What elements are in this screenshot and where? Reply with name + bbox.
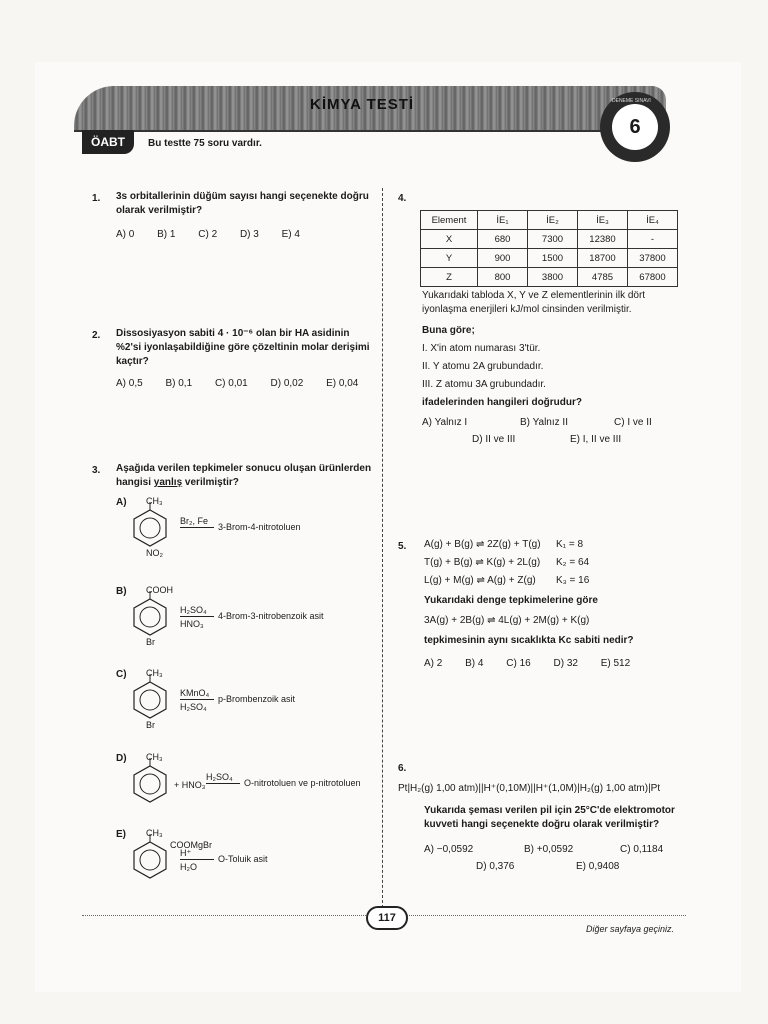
table-header-cell: İE₂ bbox=[528, 211, 578, 230]
reagent-top: KMnO₄ bbox=[180, 688, 210, 698]
section-tag: ÖABT bbox=[82, 130, 134, 154]
substituent-top: CH₃ bbox=[146, 752, 163, 762]
equilibrium-constant: K₂ = 64 bbox=[556, 557, 590, 568]
statement-1: I. X'in atom numarası 3'tür. bbox=[422, 343, 541, 354]
option-label[interactable]: C) bbox=[116, 669, 127, 680]
option[interactable]: A) 0 bbox=[116, 229, 135, 240]
option[interactable]: A) Yalnız I bbox=[422, 417, 468, 428]
benzene-ring-icon bbox=[132, 508, 168, 548]
table-header-cell: Element bbox=[421, 211, 478, 230]
target-reaction: 3A(g) + 2B(g) ⇌ 4L(g) + 2M(g) + K(g) bbox=[424, 615, 590, 626]
question-number: 4. bbox=[398, 193, 407, 204]
substituent-bottom: Br bbox=[146, 637, 155, 647]
question-number: 5. bbox=[398, 541, 407, 552]
option[interactable]: A) 0,5 bbox=[116, 378, 143, 389]
substituent-top: CH₃ bbox=[146, 496, 163, 506]
benzene-ring-icon bbox=[132, 680, 168, 720]
question-number: 6. bbox=[398, 763, 407, 774]
header-rule bbox=[74, 130, 634, 132]
option[interactable]: A) 2 bbox=[424, 658, 443, 669]
option[interactable]: E) 512 bbox=[600, 658, 631, 669]
table-cell: 4785 bbox=[578, 268, 628, 287]
substituent-top: COOH bbox=[146, 585, 173, 595]
option[interactable]: E) I, II ve III bbox=[570, 434, 622, 445]
table-cell: 7300 bbox=[528, 230, 578, 249]
question-1-text: 3s orbitallerinin düğüm sayısı hangi seçenekte doğru olarak verilmiştir? bbox=[116, 191, 369, 216]
question-2-text: Dissosiyasyon sabiti 4 · 10⁻⁶ olan bir HA asidinin %2'si iyonlaşabildiğine göre çözeltinin molar derişimi kaçtır? bbox=[116, 328, 370, 367]
reagent-plus: + HNO₃ bbox=[174, 780, 206, 790]
table-cell: 900 bbox=[478, 249, 528, 268]
reaction-arrow-icon bbox=[180, 699, 214, 700]
option[interactable]: E) 0,04 bbox=[326, 378, 359, 389]
question-number: 1. bbox=[92, 193, 101, 204]
question-2-options bbox=[116, 377, 378, 391]
question-6-text: Yukarıda şeması verilen pil için 25°C'de elektromotor kuvveti hangi seçenekte doğru olarak verilmiştir? bbox=[424, 805, 675, 830]
table-cell: Z bbox=[421, 268, 478, 287]
question-4-lead: Buna göre; bbox=[422, 325, 475, 336]
table-cell: - bbox=[628, 230, 678, 249]
question-3-text: Aşağıda verilen tepkimeler sonucu oluşan ürünlerden hangisi yanlış verilmiştir? bbox=[116, 463, 372, 488]
reagent-bottom: HNO₃ bbox=[180, 619, 204, 629]
intro-text: Bu testte 75 soru vardır. bbox=[148, 138, 262, 149]
option[interactable]: D) 0,02 bbox=[270, 378, 304, 389]
test-number: 6 bbox=[612, 104, 658, 150]
option-label[interactable]: A) bbox=[116, 497, 127, 508]
reaction-product: O-nitrotoluen ve p-nitrotoluen bbox=[244, 778, 361, 788]
reaction-arrow-icon bbox=[180, 527, 214, 528]
table-header-cell: İE₄ bbox=[628, 211, 678, 230]
reaction-arrow-icon bbox=[206, 783, 240, 784]
option[interactable]: D) 32 bbox=[553, 658, 578, 669]
reaction-3: L(g) + M(g) ⇌ A(g) + Z(g) bbox=[424, 575, 536, 586]
option[interactable]: D) II ve III bbox=[472, 434, 516, 445]
benzene-ring-icon bbox=[132, 840, 168, 880]
reaction-product: O-Toluik asit bbox=[218, 854, 268, 864]
equilibrium-constant: K₁ = 8 bbox=[556, 539, 584, 550]
question-5-options bbox=[424, 657, 650, 671]
reaction-product: 3-Brom-4-nitrotoluen bbox=[218, 522, 301, 532]
column-divider bbox=[382, 188, 383, 918]
option-label[interactable]: D) bbox=[116, 753, 127, 764]
table-row bbox=[421, 249, 678, 268]
substituent-top: CH₃ bbox=[146, 828, 163, 838]
question-5-lead: Yukarıdaki denge tepkimelerine göre bbox=[424, 595, 598, 606]
option[interactable]: D) 3 bbox=[239, 229, 259, 240]
reaction-arrow-icon bbox=[180, 616, 214, 617]
option[interactable]: B) 4 bbox=[465, 658, 484, 669]
reagent-top: H₂SO₄ bbox=[206, 772, 233, 782]
option[interactable]: A) −0,0592 bbox=[424, 844, 474, 855]
reagent-top: H₂SO₄ bbox=[180, 605, 207, 615]
table-cell: 37800 bbox=[628, 249, 678, 268]
reagent-top: H⁺ bbox=[180, 848, 192, 858]
table-header-cell: İE₁ bbox=[478, 211, 528, 230]
table-cell: 18700 bbox=[578, 249, 628, 268]
reagent-bottom: H₂O bbox=[180, 862, 197, 872]
table-cell: 680 bbox=[478, 230, 528, 249]
ionization-energy-table bbox=[420, 210, 678, 287]
option[interactable]: B) 1 bbox=[157, 229, 176, 240]
reaction-2: T(g) + B(g) ⇌ K(g) + 2L(g) bbox=[424, 557, 541, 568]
table-cell: 3800 bbox=[528, 268, 578, 287]
benzene-ring-icon bbox=[132, 764, 168, 804]
substituent-bottom: NO₂ bbox=[146, 548, 163, 558]
statement-3: III. Z atomu 3A grubundadır. bbox=[422, 379, 546, 390]
statement-2: II. Y atomu 2A grubundadır. bbox=[422, 361, 544, 372]
table-cell: X bbox=[421, 230, 478, 249]
option[interactable]: E) 0,9408 bbox=[576, 861, 620, 872]
substituent-top: CH₃ bbox=[146, 668, 163, 678]
page-number: 117 bbox=[366, 906, 408, 930]
question-number: 2. bbox=[92, 330, 101, 341]
table-cell: 1500 bbox=[528, 249, 578, 268]
reagent-top: Br₂, Fe bbox=[180, 516, 208, 526]
question-4-prompt: ifadelerinden hangileri doğrudur? bbox=[422, 397, 583, 408]
option[interactable]: E) 4 bbox=[281, 229, 300, 240]
banner-title: KİMYA TESTİ bbox=[310, 96, 415, 113]
substituent-bottom: Br bbox=[146, 720, 155, 730]
option[interactable]: C) 0,01 bbox=[214, 378, 248, 389]
question-number: 3. bbox=[92, 465, 101, 476]
table-cell: Y bbox=[421, 249, 478, 268]
table-cell: 67800 bbox=[628, 268, 678, 287]
option[interactable]: C) 16 bbox=[506, 658, 531, 669]
question-4-description: Yukarıdaki tabloda X, Y ve Z elementlerinin ilk dört iyonlaşma enerjileri kJ/mol cinsinden verilmiştir. bbox=[422, 290, 646, 315]
option[interactable]: B) 0,1 bbox=[165, 378, 193, 389]
reaction-1: A(g) + B(g) ⇌ 2Z(g) + T(g) bbox=[424, 539, 541, 550]
option[interactable]: D) 0,376 bbox=[476, 861, 515, 872]
question-5-prompt: tepkimesinin aynı sıcaklıkta Kc sabiti nedir? bbox=[424, 635, 634, 646]
option[interactable]: C) 0,1184 bbox=[620, 844, 664, 855]
next-page-note: Diğer sayfaya geçiniz. bbox=[586, 924, 675, 934]
equilibrium-constant: K₃ = 16 bbox=[556, 575, 590, 586]
question-1-options bbox=[116, 228, 320, 242]
substituent-side: COOMgBr bbox=[170, 840, 213, 850]
table-row bbox=[421, 230, 678, 249]
benzene-ring-icon bbox=[132, 597, 168, 637]
reaction-product: p-Brombenzoik asit bbox=[218, 694, 296, 704]
table-cell: 800 bbox=[478, 268, 528, 287]
reaction-product: 4-Brom-3-nitrobenzoik asit bbox=[218, 611, 324, 621]
reaction-arrow-icon bbox=[180, 859, 214, 860]
option[interactable]: C) I ve II bbox=[614, 417, 652, 428]
option-label[interactable]: E) bbox=[116, 829, 126, 840]
table-row bbox=[421, 268, 678, 287]
option-label[interactable]: B) bbox=[116, 586, 127, 597]
cell-diagram: Pt|H₂(g) 1,00 atm)||H⁺(0,10M)||H⁺(1,0M)|H₂(g) 1,00 atm)|Pt bbox=[398, 783, 661, 794]
badge-caption: DENEME SINAVI bbox=[612, 98, 651, 104]
option[interactable]: B) +0,0592 bbox=[524, 844, 574, 855]
table-header-cell: İE₃ bbox=[578, 211, 628, 230]
option[interactable]: C) 2 bbox=[198, 229, 218, 240]
table-cell: 12380 bbox=[578, 230, 628, 249]
reagent-bottom: H₂SO₄ bbox=[180, 702, 207, 712]
option[interactable]: B) Yalnız II bbox=[520, 417, 568, 428]
